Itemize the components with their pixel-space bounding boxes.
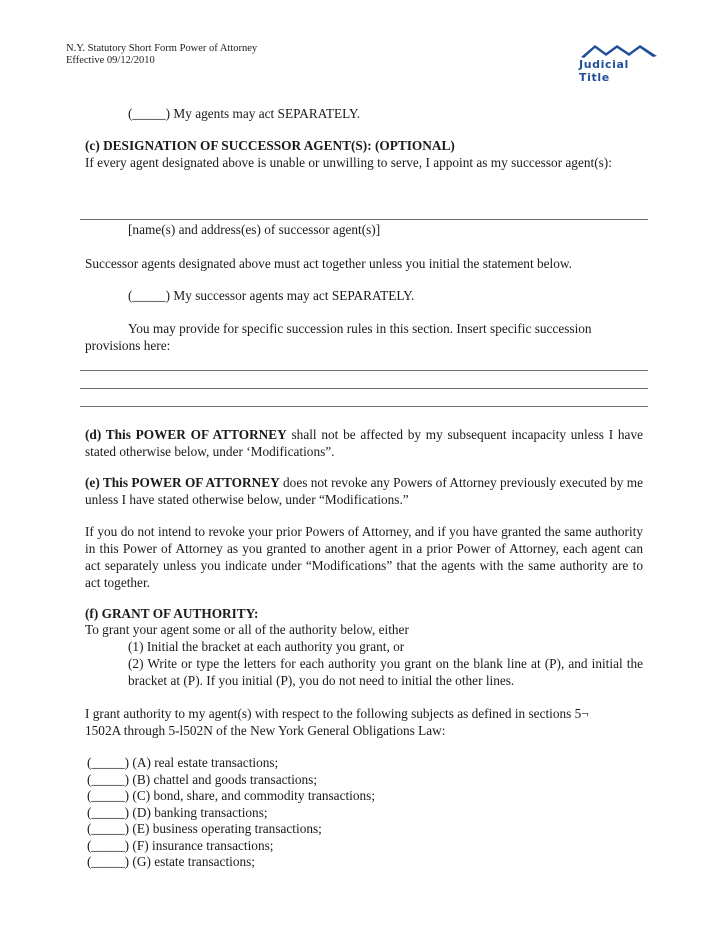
successor-agent-name-line[interactable]: [80, 219, 648, 220]
authority-item-g[interactable]: (_____) (G) estate transactions;: [87, 854, 256, 869]
section-d-text: shall not be affected by my subsequent incapacity unless I have stated otherwise below, under ‘Modifications”.: [85, 427, 643, 459]
logo-text: Judicial Title: [579, 58, 629, 84]
successor-separately-initial-line[interactable]: (_____) My successor agents may act SEPARATELY.: [128, 288, 415, 303]
succession-provisions-line-1[interactable]: [80, 370, 648, 371]
authority-item-b[interactable]: (_____) (B) chattel and goods transactions;: [87, 772, 318, 787]
section-f-option-2: (2) Write or type the letters for each authority you grant on the blank line at (P), and initial the bracket at (P). If you initial (P), you do not need to initial the other lines.: [128, 656, 643, 688]
section-d-paragraph: [85, 426, 643, 460]
section-e-text: does not revoke any Powers of Attorney previously executed by me unless I have stated otherwise below, under “Modifications.”: [85, 475, 643, 507]
authority-item-d[interactable]: (_____) (D) banking transactions;: [87, 805, 268, 820]
judicial-title-logo: [579, 40, 663, 84]
prior-poa-note: If you do not intend to revoke your prior Powers of Attorney, and if you have granted the same authority in this Power of Attorney as you granted to another agent in a prior Power of Attorney, each agent can act separately unless you indicate under “Modifications” that the agents with the same authority are to act together.: [85, 524, 643, 590]
succession-provisions-line-2[interactable]: [80, 388, 648, 389]
authority-item-f[interactable]: (_____) (F) insurance transactions;: [87, 838, 274, 853]
section-e-paragraph: [85, 474, 643, 508]
document-header-title: N.Y. Statutory Short Form Power of Attorney: [66, 43, 258, 54]
grant-statement-line-1: I grant authority to my agent(s) with respect to the following subjects as defined in sections 5¬: [85, 706, 589, 721]
successor-together-note: Successor agents designated above must act together unless you initial the statement below.: [85, 256, 572, 271]
grant-statement-line-2: 1502A through 5-l502N of the New York General Obligations Law:: [85, 723, 446, 738]
succession-provisions-line-3[interactable]: [80, 406, 648, 407]
section-c-heading: (c) DESIGNATION OF SUCCESSOR AGENT(S): (OPTIONAL): [85, 138, 455, 153]
section-d-label: (d) This POWER OF ATTORNEY: [85, 427, 287, 442]
section-e-label: (e) This POWER OF ATTORNEY: [85, 475, 280, 490]
authority-item-a[interactable]: (_____) (A) real estate transactions;: [87, 755, 279, 770]
section-c-intro: If every agent designated above is unable or unwilling to serve, I appoint as my successor agent(s):: [85, 155, 612, 170]
authority-item-e[interactable]: (_____) (E) business operating transactions;: [87, 821, 322, 836]
roof-peaks-icon: [579, 40, 663, 60]
agents-separately-initial-line[interactable]: (_____) My agents may act SEPARATELY.: [128, 106, 361, 121]
section-f-option-1: (1) Initial the bracket at each authority you grant, or: [128, 639, 405, 654]
document-header-effective-date: Effective 09/12/2010: [66, 55, 155, 66]
section-f-heading: (f) GRANT OF AUTHORITY:: [85, 606, 259, 621]
authority-item-c[interactable]: (_____) (C) bond, share, and commodity transactions;: [87, 788, 376, 803]
succession-rules-text: You may provide for specific succession rules in this section. Insert specific succession provisions here:: [85, 321, 592, 353]
section-f-intro: To grant your agent some or all of the authority below, either: [85, 622, 409, 637]
successor-agent-name-caption: [name(s) and address(es) of successor agent(s)]: [128, 222, 381, 237]
